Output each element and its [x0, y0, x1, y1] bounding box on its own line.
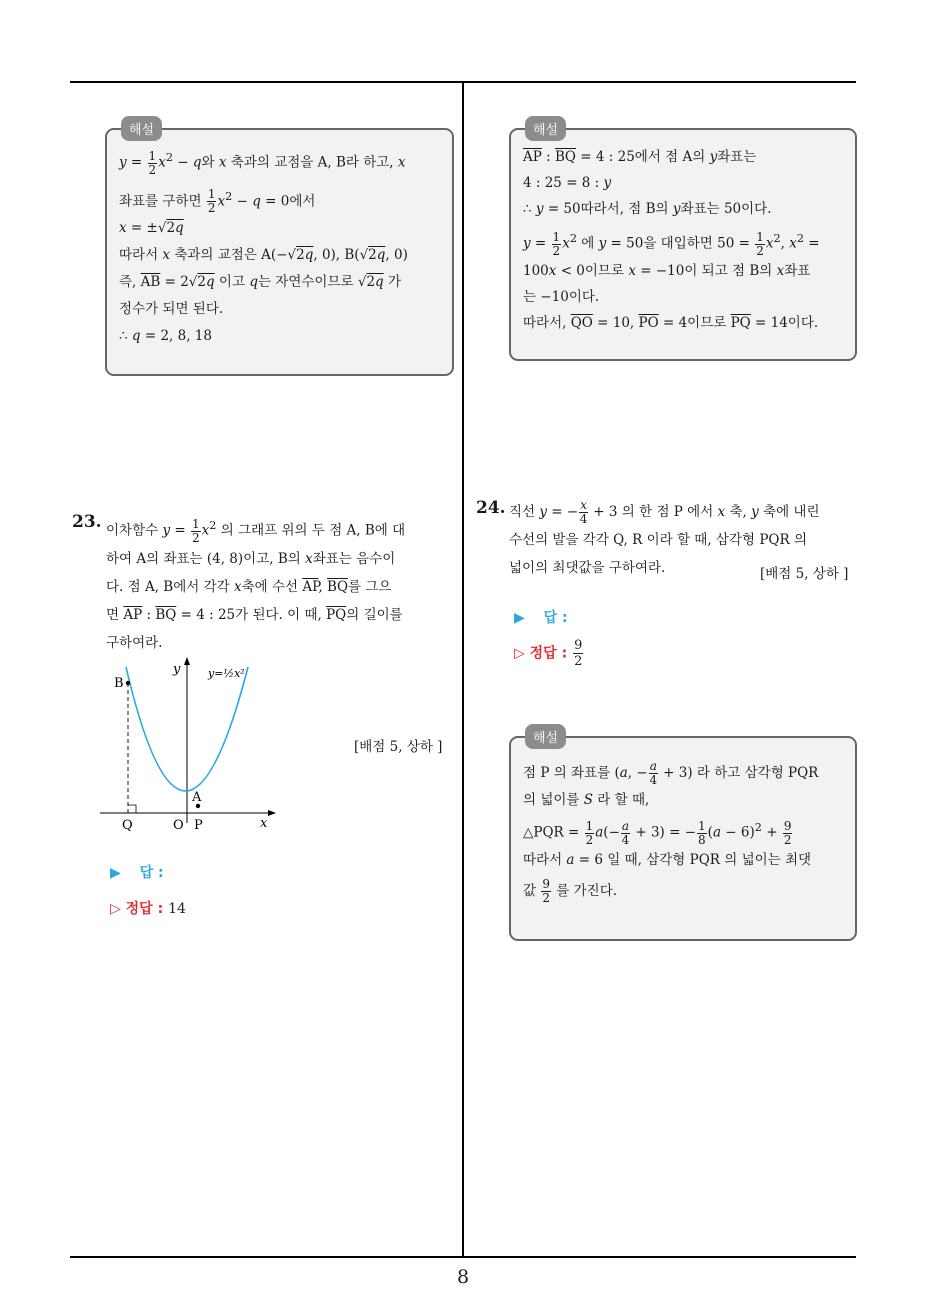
question-line: 이차함수 y = $\frac{1}{2}$ $x^2$ 의 그래프 위의 두 점 A, B에 대 [106, 516, 406, 545]
question-23-text [106, 512, 405, 657]
left-solution-box [105, 123, 454, 376]
right-angle-mark [128, 805, 136, 813]
q24-solution-box [509, 731, 857, 941]
label-a: A [192, 790, 202, 805]
right-solution-box [509, 123, 857, 361]
label-o: O [173, 818, 184, 833]
solution-line: 즉, $\overline{AB} = 2√2q$ 이고 q는 자연수이므로 √2q 가 [119, 274, 402, 290]
correct-answer-value: 14 [168, 901, 186, 917]
label-b: B [114, 676, 124, 691]
bottom-rule [70, 1256, 856, 1258]
solution-line: 는 −10이다. [523, 288, 600, 305]
correct-answer-label: 정답 : [529, 645, 568, 662]
right-solution-text [523, 144, 845, 336]
correct-answer-arrow-icon: ▷ [110, 901, 121, 917]
solution-line: 정수가 되면 된다. [119, 301, 224, 317]
correct-answer-value: $\frac{9}{2}$ [574, 638, 583, 669]
solution-tag: 해설 [525, 724, 566, 749]
solution-line: 의 넓이를 S 라 할 때, [523, 792, 650, 808]
question-number: 23. [72, 512, 102, 532]
x-axis-arrow-icon [268, 810, 276, 816]
answer-arrow-icon: ▶ [514, 610, 525, 626]
correct-answer-arrow-icon: ▷ [514, 645, 525, 662]
y-axis-label: y [173, 662, 181, 677]
correct-answer-row [110, 898, 186, 918]
solution-line: x = ±√2q [119, 220, 184, 236]
question-line: 하여 A의 좌표는 (4, 8)이고, B의 x좌표는 음수이 [106, 550, 396, 567]
solution-line: △PQR = $\frac{1}{2}$ a(− $\frac{a}{4}$ + 3) = − $\frac{1}{8}$ $(a - 6)^2$ + $\frac{9}{2}$ [523, 818, 792, 847]
curve-label: y=½x² [208, 667, 245, 680]
solution-line: ∴ y = 50따라서, 점 B의 y좌표는 50이다. [523, 201, 772, 217]
solution-line: 따라서 x 축과의 교점은 A(−√2q, 0), B(√2q, 0) [119, 247, 408, 263]
solution-line: 좌표를 구하면 $\frac{1}{2}$ $x^2 - q = 0$에서 [119, 187, 316, 215]
point-b [126, 681, 130, 685]
question-line: 다. 점 A, B에서 각각 x축에 수선 $\overline{AP}$, $\overline{BQ}$를 그으 [106, 578, 392, 595]
solution-line: 100x < 0이므로 x = −10이 되고 점 B의 x좌표 [523, 262, 811, 279]
answer-label: 답 : [139, 865, 164, 881]
answer-row [514, 607, 568, 627]
question-number: 24. [476, 498, 506, 518]
left-solution-text [119, 144, 442, 350]
page-number: 8 [456, 1266, 470, 1288]
solution-line: y = $\frac{1}{2}$ $x^2 - q$와 x 축과의 교점을 A, B라 하고, x [119, 148, 406, 177]
parabola-graph [100, 655, 280, 835]
solution-line: ∴ q = 2, 8, 18 [119, 328, 212, 344]
solution-tag: 해설 [525, 116, 566, 141]
correct-answer-label: 정답 : [125, 901, 164, 917]
question-line: 직선 y = − $\frac{x}{4}$ + 3 의 한 점 P 에서 x 축, y 축에 내린 [509, 498, 820, 526]
solution-line: 점 P 의 좌표를 (a, − $\frac{a}{4}$ + 3) 라 하고 삼각형 PQR [523, 759, 819, 787]
solution-line: 값 $\frac{9}{2}$ 를 가진다. [523, 876, 618, 905]
column-divider [462, 82, 464, 1258]
label-q: Q [122, 818, 133, 833]
solution-tag: 해설 [121, 116, 162, 141]
solution-line: 따라서 a = 6 일 때, 삼각형 PQR 의 넓이는 최댓 [523, 851, 812, 868]
q24-solution-text [523, 760, 845, 905]
x-axis-label: x [260, 816, 268, 831]
solution-line: 따라서, $\overline{QO} = 10$, $\overline{PO} = 4$이므로 $\overline{PQ} = 14$이다. [523, 314, 819, 331]
answer-label: 답 : [543, 610, 568, 626]
solution-line: y = $\frac{1}{2}$ $x^2$ 에 y = 50을 대입하면 50 = $\frac{1}{2}$ $x^2$, $x^2$ = [523, 229, 820, 258]
score-label: [배점 5, 상하 ] [354, 739, 443, 755]
label-p: P [194, 818, 203, 833]
question-line: 수선의 발을 각각 Q, R 이라 할 때, 삼각형 PQR 의 [509, 532, 807, 548]
solution-line: $\overline{AP}$ : $\overline{BQ} = 4$ : 25에서 점 A의 y좌표는 [523, 149, 757, 165]
question-line: 구하여라. [106, 634, 163, 651]
answer-row [110, 862, 164, 882]
answer-arrow-icon: ▶ [110, 865, 121, 881]
score-label: [배점 5, 상하 ] [760, 566, 849, 582]
question-line: 넓이의 최댓값을 구하여라. [509, 560, 666, 576]
correct-answer-row [514, 638, 584, 669]
question-line: 면 $\overline{AP}$ : $\overline{BQ} = 4$ : 25가 된다. 이 때, $\overline{PQ}$의 길이를 [106, 606, 403, 623]
y-axis-arrow-icon [184, 657, 190, 665]
solution-line: 4 : 25 = 8 : y [523, 175, 612, 191]
